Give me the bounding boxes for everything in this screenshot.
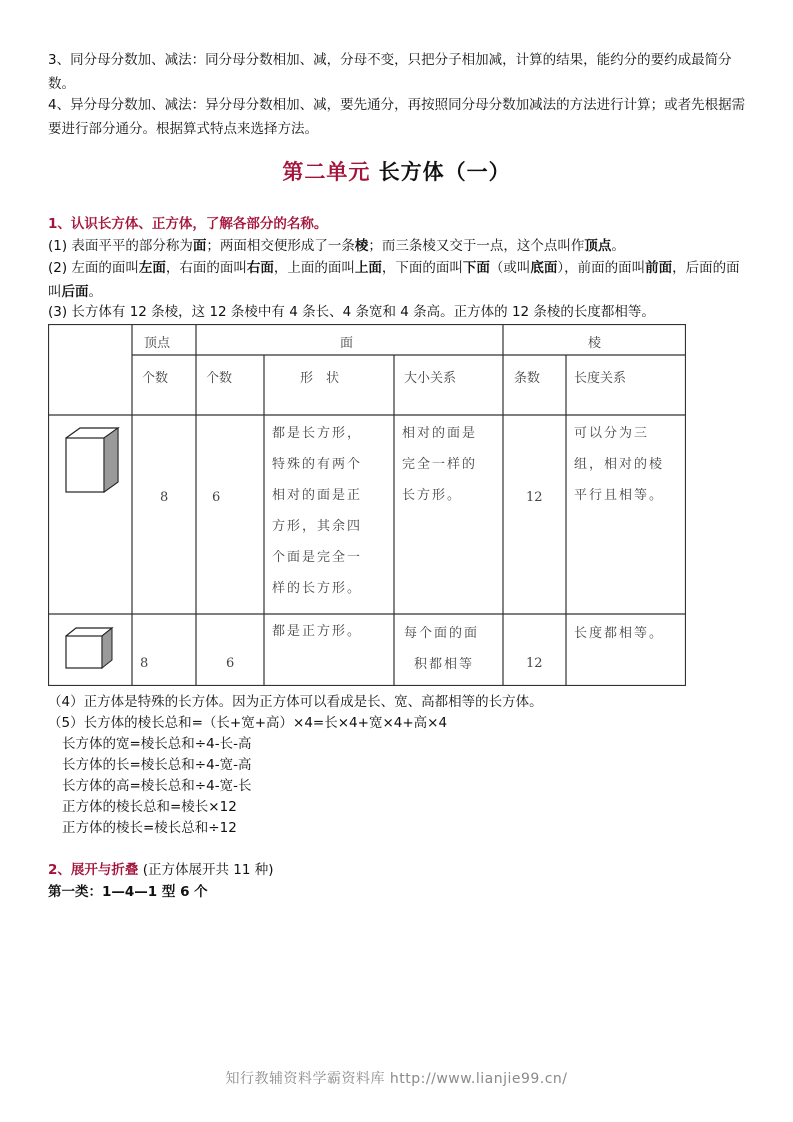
header-vertex: 顶点 [144, 336, 171, 351]
header-face-count: 个数 [206, 371, 233, 386]
cuboid-vertices: 8 [160, 490, 169, 505]
notes-block [48, 692, 543, 839]
formula-length: 长方体的长=棱长总和÷4-宽-高 [62, 757, 252, 773]
cuboid-size-relation: 相对的面是 完全一样的 长方形。 [402, 426, 478, 503]
cube-length-relation: 长度都相等。 [574, 626, 665, 641]
intro-paragraph-3: 3、同分母分数加、减法：同分母分数相加、减，分母不变，只把分子相加减，计算的结果，能约分的要约成最简分数。 [48, 52, 732, 92]
header-vertex-count: 个数 [142, 371, 169, 386]
formula-width: 长方体的宽=棱长总和÷4-长-高 [62, 736, 252, 752]
note-5: （5）长方体的棱长总和=（长+宽+高）×4=长×4+宽×4+高×4 [48, 715, 448, 731]
cube-faces: 6 [226, 656, 235, 671]
header-shape: 形 状 [300, 371, 340, 386]
cuboid-faces: 6 [212, 490, 221, 505]
section2-heading-line [48, 858, 748, 882]
note-4: （4）正方体是特殊的长方体。因为正方体可以看成是长、宽、高都相等的长方体。 [48, 694, 543, 710]
cube-vertices: 8 [140, 656, 149, 671]
intro-paragraph-4: 4、异分母分数加、减法：异分母分数相加、减，要先通分，再按照同分母分数加减法的方法进行计算；或者先根据需要进行部分通分。根据算式特点来选择方法。 [48, 97, 746, 137]
formula-cube-edge: 正方体的棱长=棱长总和÷12 [62, 820, 237, 836]
section2-type1: 第一类：1—4—1 型 6 个 [48, 884, 208, 900]
footer-watermark: 知行教辅资料学霸资料库 http://www.lianjie99.cn/ [225, 1071, 568, 1087]
cuboid-length-relation: 可以分为三 组，相对的棱 平行且相等。 [574, 426, 665, 503]
header-size-relation: 大小关系 [404, 371, 457, 386]
unit-number: 第二单元 [282, 160, 371, 184]
section2-heading: 2、展开与折叠 [48, 862, 139, 878]
cube-size-relation: 每个面的面 积都相等 [404, 626, 480, 672]
unit-name: 长方体（一） [378, 160, 511, 184]
section1-line1: (1) 表面平平的部分称为面；两面相交便形成了一条棱；而三条棱又交于一点，这个点叫作顶点。 [48, 238, 625, 254]
formula-cube-total: 正方体的棱长总和=棱长×12 [62, 799, 237, 815]
cuboid-edges: 12 [526, 490, 543, 505]
header-face: 面 [340, 336, 354, 351]
formula-height: 长方体的高=棱长总和÷4-宽-长 [62, 778, 252, 794]
header-length-relation: 长度关系 [574, 371, 627, 386]
section1-line2: (2) 左面的面叫左面，右面的面叫右面，上面的面叫上面，下面的面叫下面（或叫底面），前面的面叫前面，后面的面叫后面。 [48, 260, 740, 300]
section1-line3: (3) 长方体有 12 条棱，这 12 条棱中有 4 条长、4 条宽和 4 条高。正方体的 12 条棱的长度都相等。 [48, 304, 655, 320]
cube-shape: 都是正方形。 [272, 624, 363, 639]
header-edge-count: 条数 [514, 371, 541, 386]
header-edge: 棱 [588, 336, 602, 351]
cuboid-shape: 都是长方形， 特殊的有两个 相对的面是正 方形，其余四 个面是完全一 样的长方形。 [272, 426, 363, 596]
shape-properties-table [48, 324, 686, 686]
section1-heading: 1、认识长方体、正方体，了解各部分的名称。 [48, 216, 328, 232]
section2-note: (正方体展开共 11 种) [138, 862, 274, 878]
unit-title [0, 156, 793, 186]
cube-edges: 12 [526, 656, 543, 671]
